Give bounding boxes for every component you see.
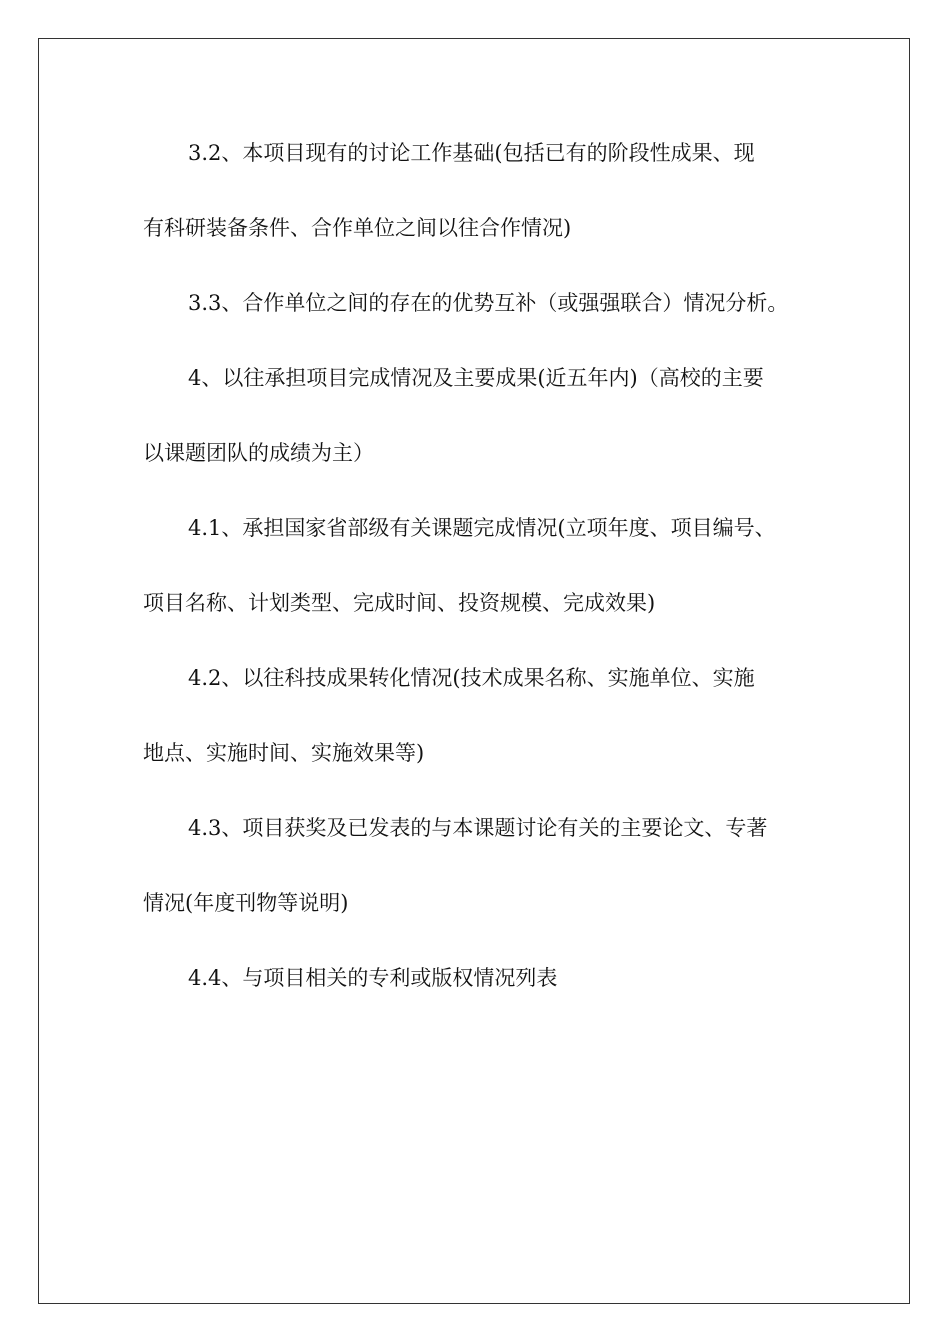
paragraph-4-1-line-2: 项目名称、计划类型、完成时间、投资规模、完成效果) (143, 591, 656, 615)
paragraph-4-line-2: 以课题团队的成绩为主） (143, 441, 374, 465)
paragraph-4-4: 4.4、与项目相关的专利或版权情况列表 (188, 966, 558, 990)
paragraph-3-3: 3.3、合作单位之间的存在的优势互补（或强强联合）情况分析。 (188, 291, 789, 315)
paragraph-4-2-line-1: 4.2、以往科技成果转化情况(技术成果名称、实施单位、实施 (188, 666, 755, 690)
paragraph-4-2-line-2: 地点、实施时间、实施效果等) (143, 741, 425, 765)
paragraph-4-1-line-1: 4.1、承担国家省部级有关课题完成情况(立项年度、项目编号、 (188, 516, 776, 540)
paragraph-3-2-line-2: 有科研装备条件、合作单位之间以往合作情况) (143, 216, 572, 240)
paragraph-4-3-line-1: 4.3、项目获奖及已发表的与本课题讨论有关的主要论文、专著 (188, 816, 768, 840)
paragraph-4-3-line-2: 情况(年度刊物等说明) (143, 891, 349, 915)
paragraph-4-line-1: 4、以往承担项目完成情况及主要成果(近五年内)（高校的主要 (188, 366, 764, 390)
paragraph-3-2-line-1: 3.2、本项目现有的讨论工作基础(包括已有的阶段性成果、现 (188, 141, 755, 165)
